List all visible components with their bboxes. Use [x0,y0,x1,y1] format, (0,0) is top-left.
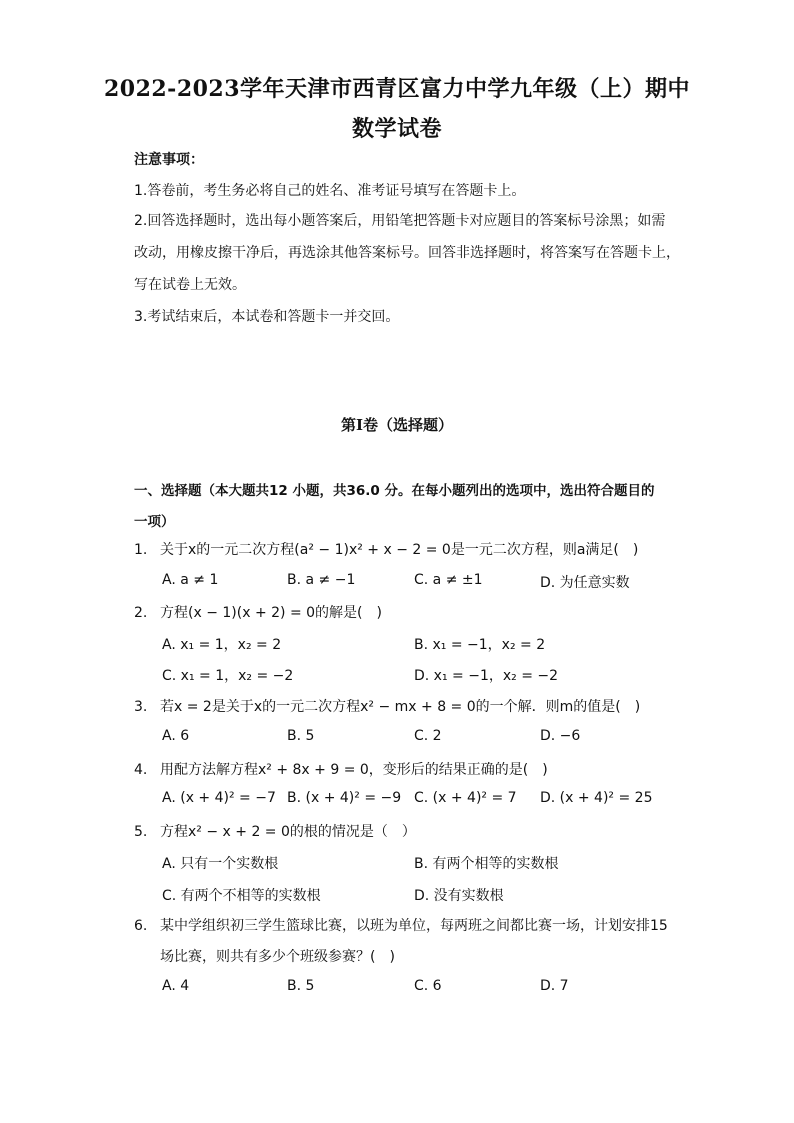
option-b: B. a ≠ −1 [287,572,356,588]
option-c: C. x₁ = 1，x₂ = −2 [162,668,294,684]
question-number: 5. [134,824,148,840]
notice-item-2-line1: 2.回答选择题时，选出每小题答案后，用铅笔把答题卡对应题目的答案标号涂黑；如需 [134,213,666,229]
notice-item-3: 3.考试结束后，本试卷和答题卡一并交回。 [134,309,400,325]
option-b: B. 5 [287,978,315,994]
part1-header-line1: 一、选择题（本大题共12 小题，共36.0 分。在每小题列出的选项中，选出符合题目的 [134,483,655,499]
option-d: D. 为任意实数 [540,575,630,591]
option-c: C. a ≠ ±1 [414,572,483,588]
option-c: C. 2 [414,728,442,744]
page-title-line1: 2022-2023学年天津市西青区富力中学九年级（上）期中 [103,76,691,102]
notice-heading: 注意事项： [134,152,204,168]
option-a: A. x₁ = 1，x₂ = 2 [162,637,282,653]
option-d: D. 7 [540,978,569,994]
option-b: B. x₁ = −1，x₂ = 2 [414,637,546,653]
question-stem-line2: 场比赛，则共有多少个班级参赛？( ) [160,949,395,965]
option-d: D. x₁ = −1，x₂ = −2 [414,668,559,684]
option-c: C. 有两个不相等的实数根 [162,888,321,904]
option-a: A. 6 [162,728,190,744]
option-c: C. (x + 4)² = 7 [414,790,517,806]
question-number: 3. [134,699,148,715]
notice-item-2-line3: 写在试卷上无效。 [134,277,246,293]
section-title: 第Ⅰ卷（选择题） [340,416,454,434]
option-b: B. 5 [287,728,315,744]
notice-item-2-line2: 改动，用橡皮擦干净后，再选涂其他答案标号。回答非选择题时，将答案写在答题卡上， [134,245,680,261]
option-b: B. 有两个相等的实数根 [414,856,559,872]
option-d: D. −6 [540,728,581,744]
question-number: 4. [134,762,148,778]
question-stem-line1: 某中学组织初三学生篮球比赛，以班为单位，每两班之间都比赛一场，计划安排15 [160,918,668,934]
question-stem: 关于x的一元二次方程(a² − 1)x² + x − 2 = 0是一元二次方程，则a满足( ) [160,542,639,558]
option-a: A. 4 [162,978,190,994]
question-stem: 方程(x − 1)(x + 2) = 0的解是( ) [160,605,382,621]
question-stem: 用配方法解方程x² + 8x + 9 = 0，变形后的结果正确的是( ) [160,762,548,778]
question-stem: 方程x² − x + 2 = 0的根的情况是（ ） [160,824,416,840]
option-c: C. 6 [414,978,442,994]
option-d: D. (x + 4)² = 25 [540,790,653,806]
option-d: D. 没有实数根 [414,888,504,904]
page-title-line2: 数学试卷 [351,116,442,142]
option-a: A. a ≠ 1 [162,572,219,588]
question-stem: 若x = 2是关于x的一元二次方程x² − mx + 8 = 0的一个解．则m的值是( ) [160,699,641,715]
part1-header-line2: 一项） [134,514,175,530]
question-number: 1. [134,542,148,558]
option-b: B. (x + 4)² = −9 [287,790,402,806]
question-number: 2. [134,605,148,621]
question-number: 6. [134,918,148,934]
option-a: A. (x + 4)² = −7 [162,790,276,806]
notice-item-1: 1.答卷前，考生务必将自己的姓名、准考证号填写在答题卡上。 [134,183,526,199]
option-a: A. 只有一个实数根 [162,856,279,872]
